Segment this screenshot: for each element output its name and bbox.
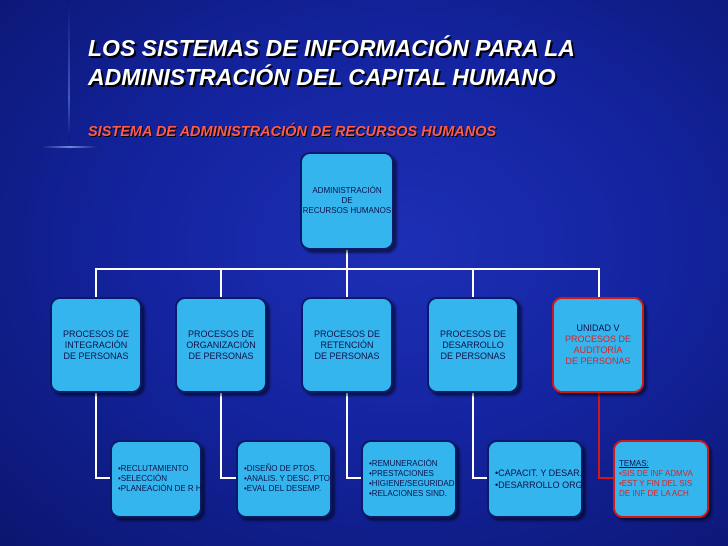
detail-1-item-3: •PLANEACIÓN DE R H (118, 484, 202, 493)
connector-detail-4-horizontal (472, 477, 488, 479)
detail-5-item-3: DE INF DE LA ACH (619, 489, 689, 498)
root-node-line-3: RECURSOS HUMANOS (302, 206, 392, 215)
process-node-integracion[interactable] (50, 297, 142, 393)
detail-2-item-1: •DISEÑO DE PTOS. (244, 464, 317, 473)
connector-to-process-1 (95, 268, 97, 298)
decorative-horizontal-line (40, 146, 100, 148)
detail-1-item-1: •RECLUTAMIENTO (118, 464, 189, 473)
process-5-line-3: AUDITORÍA (573, 345, 623, 355)
page-title (88, 34, 718, 92)
connector-detail-5-horizontal (598, 477, 614, 479)
detail-4-item-1: •CAPACIT. Y DESAR. (495, 468, 583, 478)
connector-detail-1-horizontal (95, 477, 111, 479)
connector-detail-2-vertical (220, 392, 222, 478)
detail-3-item-4: •RELACIONES SIND. (369, 489, 447, 498)
connector-detail-2-horizontal (220, 477, 236, 479)
connector-detail-3-horizontal (346, 477, 362, 479)
detail-node-retencion[interactable] (361, 440, 457, 518)
process-4-line-3: DE PERSONAS (440, 350, 506, 361)
process-2-line-3: DE PERSONAS (188, 350, 254, 361)
detail-3-item-1: •REMUNERACIÓN (369, 459, 438, 468)
connector-to-process-2 (220, 268, 222, 298)
decorative-vertical-line (68, 0, 70, 140)
process-3-line-3: DE PERSONAS (314, 350, 380, 361)
detail-node-desarrollo[interactable] (487, 440, 586, 518)
connector-to-process-5 (598, 268, 600, 298)
detail-5-item-2: •EST Y FIN DEL SIS (619, 479, 693, 488)
process-1-line-3: DE PERSONAS (63, 350, 129, 361)
detail-node-integracion[interactable] (110, 440, 202, 518)
detail-4-item-2: •DESARROLLO ORG. (495, 480, 586, 490)
process-1-line-2: INTEGRACIÓN (64, 339, 128, 350)
detail-5-item-1: •SIS DE INF ADMVA (619, 469, 693, 478)
title-line-1: LOS SISTEMAS DE INFORMACIÓN PARA LA (88, 35, 575, 61)
process-5-line-1: UNIDAD V (576, 323, 620, 333)
connector-detail-3-vertical (346, 392, 348, 478)
connector-root-down (346, 249, 348, 269)
connector-to-process-4 (472, 268, 474, 298)
detail-3-item-2: •PRESTACIONES (369, 469, 434, 478)
process-node-auditoria[interactable] (552, 297, 644, 393)
process-4-line-1: PROCESOS DE (439, 328, 506, 339)
process-4-line-2: DESARROLLO (442, 339, 504, 350)
process-node-organizacion[interactable] (175, 297, 267, 393)
detail-5-heading: TEMAS: (619, 459, 649, 468)
root-node-line-2: DE (341, 196, 353, 205)
detail-2-item-3: •EVAL DEL DESEMP. (244, 484, 322, 493)
detail-2-item-2: •ANALIS. Y DESC. PTO. (244, 474, 333, 483)
process-2-line-1: PROCESOS DE (187, 328, 254, 339)
detail-node-organizacion[interactable] (236, 440, 332, 518)
process-3-line-1: PROCESOS DE (313, 328, 380, 339)
root-node-admin-rrhh[interactable] (300, 152, 394, 250)
process-3-line-2: RETENCIÓN (320, 339, 374, 350)
process-5-line-2: PROCESOS DE (564, 334, 631, 344)
process-5-line-4: DE PERSONAS (565, 356, 631, 366)
process-node-retencion[interactable] (301, 297, 393, 393)
connector-to-process-3 (346, 268, 348, 298)
process-1-line-1: PROCESOS DE (62, 328, 129, 339)
process-node-desarrollo[interactable] (427, 297, 519, 393)
detail-1-item-2: •SELECCIÓN (118, 474, 168, 483)
root-node-line-1: ADMINISTRACIÓN (312, 186, 382, 195)
title-line-2: ADMINISTRACIÓN DEL CAPITAL HUMANO (88, 64, 556, 90)
process-2-line-2: ORGANIZACIÓN (186, 339, 256, 350)
connector-detail-4-vertical (472, 392, 474, 478)
connector-detail-5-vertical (598, 392, 600, 478)
detail-3-item-3: •HIGIENE/SEGURIDAD (369, 479, 455, 488)
detail-node-auditoria-temas[interactable] (613, 440, 709, 518)
connector-detail-1-vertical (95, 392, 97, 478)
page-subtitle: SISTEMA DE ADMINISTRACIÓN DE RECURSOS HUMANOS (88, 124, 497, 140)
